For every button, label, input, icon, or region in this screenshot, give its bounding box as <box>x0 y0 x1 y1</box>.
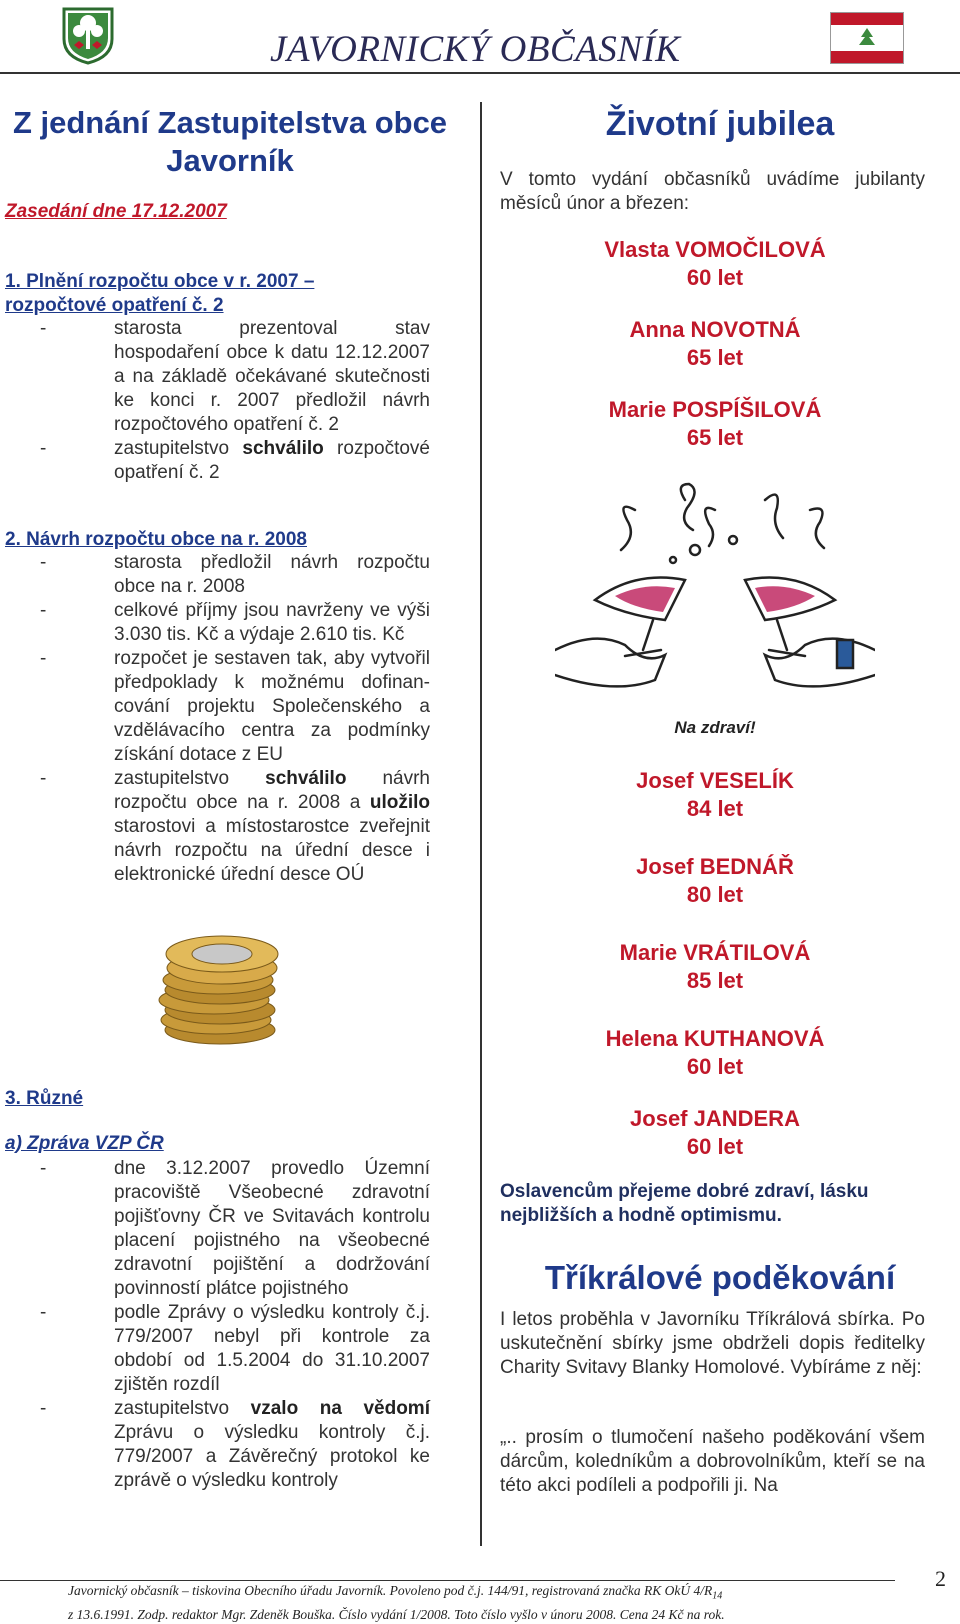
section-3-heading: 3. Různé <box>5 1088 84 1109</box>
section-3-list <box>40 1157 430 1493</box>
village-flag-icon <box>830 12 904 64</box>
section-1-list <box>40 317 430 485</box>
meeting-date: Zasedání dne 17.12.2007 <box>5 201 227 222</box>
jubilant-entry: Josef BEDNÁŘ 80 let <box>636 854 794 907</box>
jubilant-entry: Vlasta VOMOČILOVÁ 60 let <box>604 237 826 290</box>
list-item: - zastupitelstvo schválilo návrh rozpočtu obce na r. 2008 a uložilo starostovi a místostarostce zveřejnit návrh rozpočtu na úřední desce i elektronické úřední desce OÚ <box>40 768 430 885</box>
article-title-council: Z jednání Zastupitelstva obce Javorník <box>12 105 448 178</box>
jubilant-entry: Josef VESELÍK 84 let <box>636 768 794 821</box>
footer-imprint: Javornický občasník – tiskovina Obecního úřadu Javorník. Povoleno pod č.j. 144/91, registrovaná značka RK OkÚ $4/R_{14}$ z 13.6.1991. Zodp. redaktor Mgr. Zdeněk Bouška. Číslo vydání 1/2008. Toto číslo vyšlo v únoru 2008. Cena 24 Kč na rok. <box>68 1583 725 1622</box>
masthead-title: JAVORNICKÝ OBČASNÍK <box>270 29 681 70</box>
article-title-epiphany: Tříkrálové poděkování <box>544 1259 896 1296</box>
epiphany-quote: „.. prosím o tlumočení našeho poděkování všem dárcům, koledníkům a dobrovolníkům, kteří se na této akci podíleli a podpořili ji. Na <box>500 1427 925 1496</box>
jubilant-entry: Anna NOVOTNÁ 65 let <box>629 317 801 370</box>
section-1-heading: 1. Plnění rozpočtu obce v r. 2007 – rozpočtové opatření č. 2 <box>5 271 315 316</box>
page-number: 2 <box>935 1566 946 1591</box>
birthday-wish: Oslavencům přejeme dobré zdraví, lásku nejbližších a hodně optimismu. <box>500 1181 869 1226</box>
jubilant-entry: Josef JANDERA 60 let <box>630 1106 800 1159</box>
article-title-jubilees: Životní jubilea <box>605 105 835 143</box>
jubilants-list-top <box>500 236 930 452</box>
column-divider <box>480 102 482 1546</box>
list-item: - rozpočet je sestaven tak, aby vytvořil předpoklady k možnému dofinan-cování projektu Společenského a vzdělávacího centra za podmínky získání dotace z EU <box>40 648 430 765</box>
list-item: - starosta předložil návrh rozpočtu obce na r. 2008 <box>40 552 430 597</box>
list-item: - celkové příjmy jsou navrženy ve výši 3.030 tis. Kč a výdaje 2.610 tis. Kč <box>40 600 430 645</box>
section-2-heading: 2. Návrh rozpočtu obce na r. 2008 <box>5 529 307 550</box>
section-2-list <box>40 551 430 887</box>
list-item: - zastupitelstvo schválilo rozpočtové opatření č. 2 <box>40 438 430 483</box>
list-item: - dne 3.12.2007 provedlo Územní pracoviště Všeobecné zdravotní pojišťovny ČR ve Svitavách kontrolu placení pojistného na všeobecné zdravotní pojištění a dodržování povinností plátce pojistného <box>40 1158 430 1299</box>
toast-caption: Na zdraví! <box>674 718 756 737</box>
list-item: - podle Zprávy o výsledku kontroly č.j. 779/2007 nebyl při kontrole za období od 1.5.2004 do 31.10.2007 zjištěn rozdíl <box>40 1302 430 1395</box>
epiphany-paragraph: I letos proběhla v Javorníku Tříkrálová sbírka. Po uskutečnění sbírky jsme obdrželi dopis ředitelky Charity Svitavy Blanky Homolové. Vybíráme z něj: <box>500 1309 925 1378</box>
toast-glasses-image <box>555 470 875 715</box>
coins-image <box>150 930 290 1055</box>
header-rule <box>0 72 960 74</box>
coat-of-arms-icon <box>60 5 116 65</box>
jubilant-entry: Helena KUTHANOVÁ 60 let <box>605 1026 825 1079</box>
jubilants-list-bottom <box>500 767 930 1161</box>
list-item: - starosta prezentoval stav hospodaření obce k datu 12.12.2007 a na základě očekávané skutečnosti ke konci r. 2007 předložil návrh rozpočtového opatření č. 2 <box>40 318 430 435</box>
section-3-subheading: a) Zpráva VZP ČR <box>5 1133 164 1154</box>
footer-rule <box>0 1580 895 1581</box>
list-item: - zastupitelstvo vzalo na vědomí Zprávu o výsledku kontroly č.j. 779/2007 a Závěrečný protokol ke zprávě o výsledku kontroly <box>40 1398 430 1491</box>
jubilant-entry: Marie VRÁTILOVÁ 85 let <box>619 940 811 993</box>
jubilees-intro: V tomto vydání občasníků uvádíme jubilanty měsíců únor a březen: <box>500 169 925 214</box>
jubilant-entry: Marie POSPÍŠILOVÁ 65 let <box>608 397 822 450</box>
